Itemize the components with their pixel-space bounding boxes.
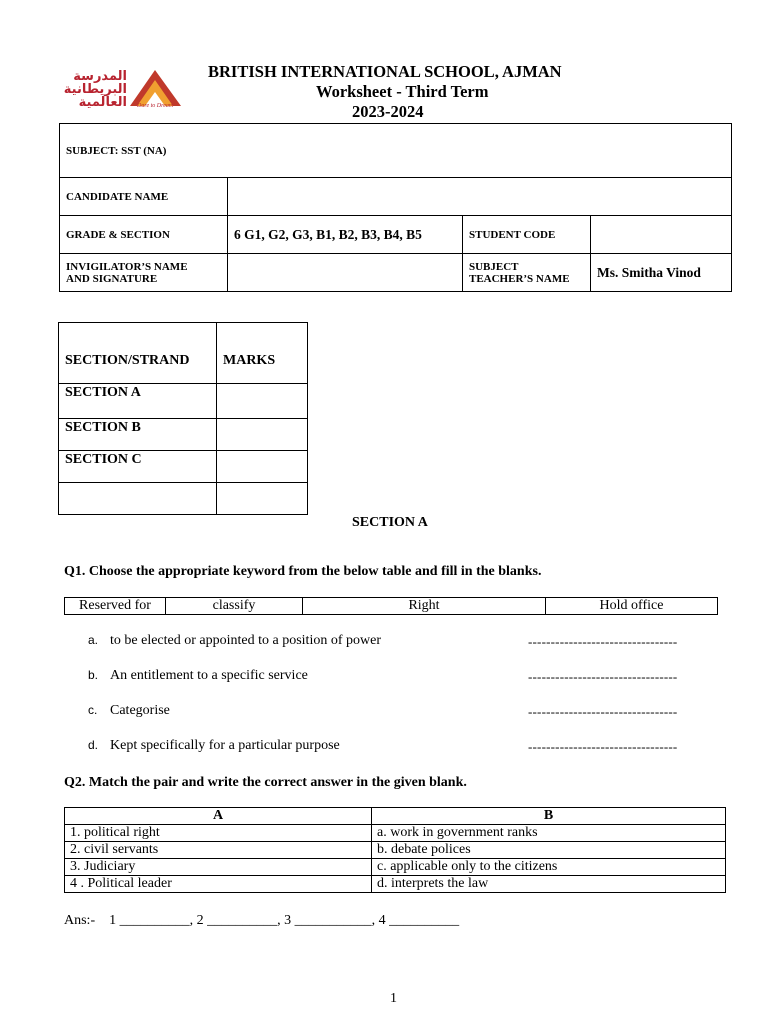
answer-line[interactable]: Ans:- 1 __________, 2 __________, 3 ___________, 4 __________ <box>64 913 460 928</box>
section-c-marks[interactable] <box>217 451 308 483</box>
table-row <box>65 876 726 893</box>
match-left: 1. political right <box>65 825 372 842</box>
match-left: 3. Judiciary <box>65 859 372 876</box>
grade-section-value: 6 G1, G2, G3, B1, B2, B3, B4, B5 <box>228 216 463 254</box>
column-a-header: A <box>65 808 372 825</box>
item-letter: d. <box>88 738 99 752</box>
answer-blank[interactable]: --------------------------------- <box>528 739 678 754</box>
column-b-header: B <box>372 808 726 825</box>
marks-header: MARKS <box>217 323 308 384</box>
item-letter: c. <box>88 703 98 717</box>
marks-table <box>58 322 308 515</box>
answer-blank[interactable]: --------------------------------- <box>528 634 678 649</box>
grade-section-label: GRADE & SECTION <box>60 216 228 254</box>
candidate-name-field[interactable] <box>228 178 732 216</box>
section-a-title: SECTION A <box>352 515 428 530</box>
table-row <box>65 842 726 859</box>
page-number: 1 <box>390 991 397 1006</box>
item-text: Kept specifically for a particular purpose <box>110 738 340 753</box>
student-code-label: STUDENT CODE <box>463 216 591 254</box>
item-letter: a. <box>88 633 99 647</box>
worksheet-title: Worksheet - Third Term <box>316 82 489 101</box>
logo-tagline: Dare to Dream <box>137 103 174 109</box>
candidate-info-table <box>59 123 732 292</box>
total-label <box>59 483 217 515</box>
item-text: Categorise <box>110 703 170 718</box>
item-letter: b. <box>88 668 99 682</box>
item-text: to be elected or appointed to a position of power <box>110 633 381 648</box>
match-right: c. applicable only to the citizens <box>372 859 726 876</box>
section-b-marks[interactable] <box>217 419 308 451</box>
answer-blank[interactable]: --------------------------------- <box>528 704 678 719</box>
teacher-name-value: Ms. Smitha Vinod <box>591 254 732 292</box>
match-right: a. work in government ranks <box>372 825 726 842</box>
logo-arabic-text: المدرسة البريطانية العالمية <box>63 69 127 110</box>
match-table <box>64 807 726 893</box>
school-name: BRITISH INTERNATIONAL SCHOOL, AJMAN <box>208 62 562 81</box>
q1-item-c <box>88 703 170 719</box>
keyword: Right <box>303 598 546 615</box>
match-left: 4 . Political leader <box>65 876 372 893</box>
section-a-marks[interactable] <box>217 384 308 419</box>
teacher-name-label: SUBJECT TEACHER’S NAME <box>463 254 591 292</box>
answer-blank[interactable]: --------------------------------- <box>528 669 678 684</box>
keyword: Hold office <box>546 598 718 615</box>
invigilator-field[interactable] <box>228 254 463 292</box>
table-row <box>65 859 726 876</box>
total-marks[interactable] <box>217 483 308 515</box>
section-a-label: SECTION A <box>59 384 217 419</box>
keyword: classify <box>166 598 303 615</box>
student-code-field[interactable] <box>591 216 732 254</box>
section-c-label: SECTION C <box>59 451 217 483</box>
match-left: 2. civil servants <box>65 842 372 859</box>
q2-question: Q2. Match the pair and write the correct answer in the given blank. <box>64 775 467 790</box>
q1-item-d <box>88 738 340 754</box>
academic-year: 2023-2024 <box>352 102 424 121</box>
q1-item-a <box>88 633 381 649</box>
keyword: Reserved for <box>65 598 166 615</box>
q1-question: Q1. Choose the appropriate keyword from the below table and fill in the blanks. <box>64 564 542 579</box>
subject-label: SUBJECT: SST (NA) <box>60 124 732 178</box>
section-strand-header: SECTION/STRAND <box>59 323 217 384</box>
match-right: b. debate polices <box>372 842 726 859</box>
invigilator-label: INVIGILATOR’S NAME AND SIGNATURE <box>60 254 228 292</box>
table-row <box>65 825 726 842</box>
q1-item-b <box>88 668 308 684</box>
keyword-table <box>64 597 718 615</box>
candidate-name-label: CANDIDATE NAME <box>60 178 228 216</box>
section-b-label: SECTION B <box>59 419 217 451</box>
match-right: d. interprets the law <box>372 876 726 893</box>
item-text: An entitlement to a specific service <box>110 668 308 683</box>
